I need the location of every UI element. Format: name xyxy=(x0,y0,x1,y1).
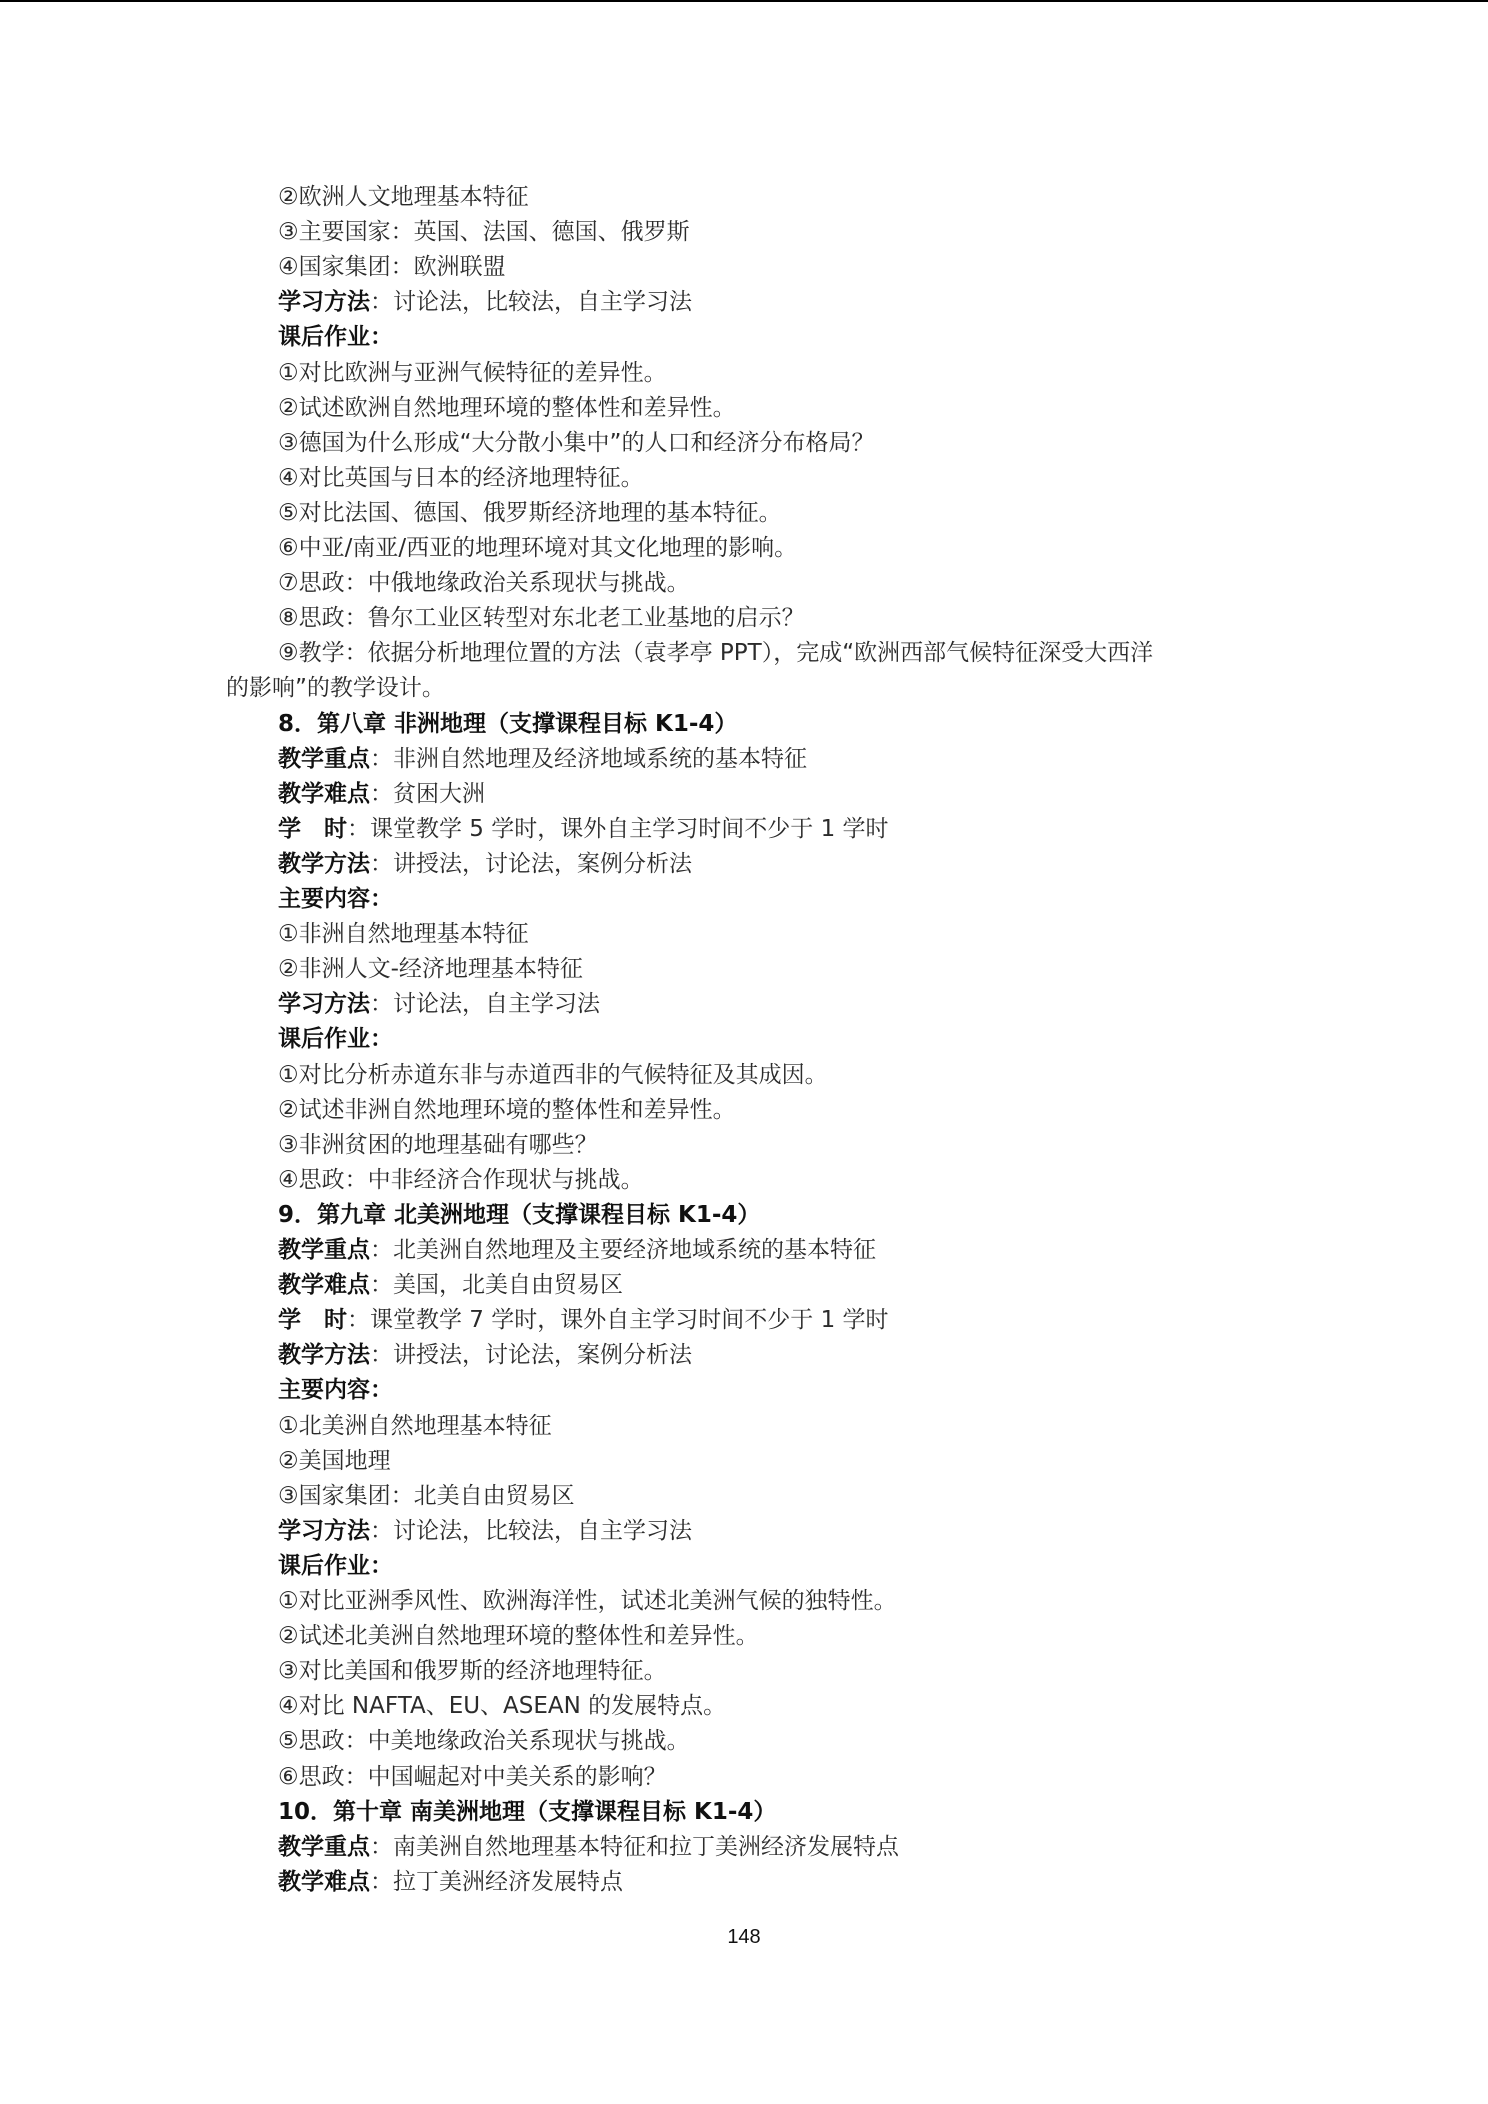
section-heading: 10．第十章 南美洲地理（支撑课程目标 K1-4） xyxy=(278,1798,777,1825)
list-item: ②非洲人文-经济地理基本特征 xyxy=(278,956,583,983)
field-label: 教学方法 xyxy=(278,1342,370,1369)
field-label: 教学重点 xyxy=(278,1237,370,1263)
page-number: 148 xyxy=(727,1926,761,1948)
field-value: ：美国，北美自由贸易区 xyxy=(370,1272,623,1299)
list-item: ③德国为什么形成“大分散小集中”的人口和经济分布格局？ xyxy=(278,429,875,456)
labeled-line xyxy=(278,812,889,847)
labeled-line xyxy=(278,1338,692,1373)
list-item: ⑥中亚/南亚/西亚的地理环境对其文化地理的影响。 xyxy=(278,535,798,561)
list-item: ⑤对比法国、德国、俄罗斯经济地理的基本特征。 xyxy=(278,499,782,526)
field-value: ：课堂教学 7 学时，课外自主学习时间不少于 1 学时 xyxy=(347,1307,889,1334)
labeled-line xyxy=(278,1865,623,1900)
field-value: ：南美洲自然地理基本特征和拉丁美洲经济发展特点 xyxy=(370,1833,899,1860)
labeled-line xyxy=(278,285,692,320)
field-label: 学习方法 xyxy=(278,289,370,316)
field-label: 课后作业： xyxy=(278,324,393,351)
page-top-border xyxy=(0,0,1488,2)
field-label: 主要内容： xyxy=(278,1377,393,1404)
list-item: ⑥思政：中国崛起对中美关系的影响？ xyxy=(278,1763,667,1790)
list-item: ③国家集团：北美自由贸易区 xyxy=(278,1482,575,1509)
field-label: 教学方法 xyxy=(278,850,370,877)
field-label: 教学难点 xyxy=(278,1272,370,1299)
list-item: ②试述北美洲自然地理环境的整体性和差异性。 xyxy=(278,1623,759,1650)
field-label: 课后作业： xyxy=(278,1552,393,1579)
list-item: ③对比美国和俄罗斯的经济地理特征。 xyxy=(278,1658,667,1685)
list-item: ②美国地理 xyxy=(278,1447,391,1474)
field-value: ：讲授法，讨论法，案例分析法 xyxy=(370,1342,692,1369)
field-label: 教学难点 xyxy=(278,780,370,807)
list-item: ①对比亚洲季风性、欧洲海洋性，试述北美洲气候的独特性。 xyxy=(278,1588,897,1614)
field-label: 学 时 xyxy=(278,1307,347,1334)
labeled-line xyxy=(278,1268,623,1303)
field-label: 学 时 xyxy=(278,815,347,842)
field-value: ：讨论法，比较法，自主学习法 xyxy=(370,289,692,316)
field-value: ：拉丁美洲经济发展特点 xyxy=(370,1868,623,1895)
field-label: 教学重点 xyxy=(278,745,370,772)
labeled-line xyxy=(278,847,692,882)
field-label: 主要内容： xyxy=(278,886,393,912)
list-item: ⑨教学：依据分析地理位置的方法（袁孝亭 PPT），完成“欧洲西部气候特征深受大西洋 xyxy=(278,640,1154,667)
field-label: 课后作业： xyxy=(278,1026,393,1053)
list-item: ③非洲贫困的地理基础有哪些？ xyxy=(278,1131,598,1158)
field-value: ：贫困大洲 xyxy=(370,780,485,807)
list-item: ⑦思政：中俄地缘政治关系现状与挑战。 xyxy=(278,570,690,597)
list-item: ③主要国家：英国、法国、德国、俄罗斯 xyxy=(278,219,690,246)
list-item: ②欧洲人文地理基本特征 xyxy=(278,184,529,210)
labeled-line xyxy=(278,777,485,812)
list-item: ④对比 NAFTA、EU、ASEAN 的发展特点。 xyxy=(278,1693,727,1720)
list-item: ①北美洲自然地理基本特征 xyxy=(278,1412,552,1439)
labeled-line xyxy=(278,1514,692,1549)
list-item: ②试述欧洲自然地理环境的整体性和差异性。 xyxy=(278,394,736,421)
field-value: ：讨论法，比较法，自主学习法 xyxy=(370,1517,692,1544)
list-item: ④对比英国与日本的经济地理特征。 xyxy=(278,464,644,491)
section-heading: 9．第九章 北美洲地理（支撑课程目标 K1-4） xyxy=(278,1201,761,1228)
list-item: ④国家集团：欧洲联盟 xyxy=(278,254,506,281)
labeled-line xyxy=(278,1233,876,1268)
labeled-line xyxy=(278,742,807,777)
continuation-line: 的影响”的教学设计。 xyxy=(226,675,445,702)
list-item: ⑧思政：鲁尔工业区转型对东北老工业基地的启示？ xyxy=(278,605,805,632)
field-label: 教学重点 xyxy=(278,1833,370,1860)
list-item: ①非洲自然地理基本特征 xyxy=(278,921,529,948)
list-item: ④思政：中非经济合作现状与挑战。 xyxy=(278,1166,644,1193)
field-value: ：课堂教学 5 学时，课外自主学习时间不少于 1 学时 xyxy=(347,815,889,842)
field-value: ：讨论法，自主学习法 xyxy=(370,991,600,1018)
labeled-line xyxy=(278,1303,889,1338)
section-heading: 8．第八章 非洲地理（支撑课程目标 K1-4） xyxy=(278,710,738,737)
list-item: ⑤思政：中美地缘政治关系现状与挑战。 xyxy=(278,1728,690,1755)
field-label: 教学难点 xyxy=(278,1868,370,1895)
field-value: ：非洲自然地理及经济地域系统的基本特征 xyxy=(370,745,807,772)
labeled-line xyxy=(278,987,600,1022)
list-item: ①对比分析赤道东非与赤道西非的气候特征及其成因。 xyxy=(278,1061,828,1088)
field-value: ：讲授法，讨论法，案例分析法 xyxy=(370,850,692,877)
list-item: ②试述非洲自然地理环境的整体性和差异性。 xyxy=(278,1096,736,1123)
field-label: 学习方法 xyxy=(278,991,370,1018)
field-value: ：北美洲自然地理及主要经济地域系统的基本特征 xyxy=(370,1237,876,1263)
field-label: 学习方法 xyxy=(278,1517,370,1544)
list-item: ①对比欧洲与亚洲气候特征的差异性。 xyxy=(278,359,667,386)
labeled-line xyxy=(278,1830,899,1865)
